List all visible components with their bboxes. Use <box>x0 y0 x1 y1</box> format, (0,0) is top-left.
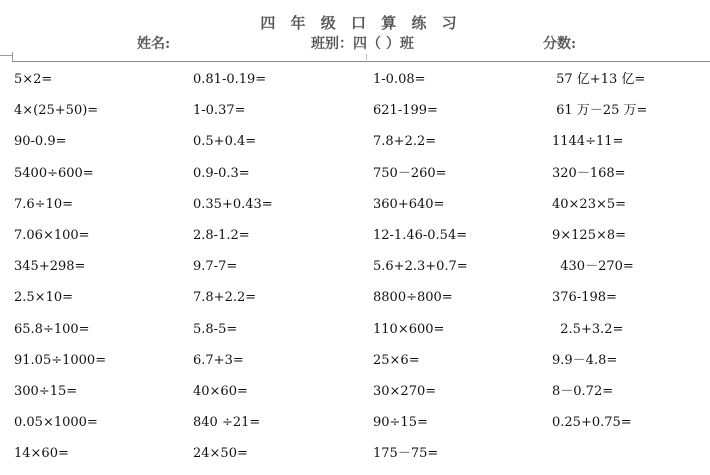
exercise-item: 0.05×1000= <box>14 415 98 431</box>
exercise-item: 5.6+2.3+0.7= <box>373 259 468 275</box>
exercise-item: 5×2= <box>14 72 53 87</box>
exercise-item: 376-198= <box>552 290 617 306</box>
exercise-item: 345+298= <box>14 259 86 275</box>
exercise-item: 40×23×5= <box>552 196 627 212</box>
exercise-item: 40×60= <box>193 384 248 399</box>
exercise-item: 90÷15= <box>373 415 428 431</box>
exercise-item: 2.5×10= <box>14 290 74 306</box>
exercise-item: 8－0.72= <box>552 384 614 399</box>
exercise-item: 360+640= <box>373 196 445 212</box>
exercise-item: 6.7+3= <box>193 352 244 368</box>
exercise-item: 57 亿+13 亿= <box>552 72 646 87</box>
exercise-item: 1-0.08= <box>373 72 426 87</box>
exercise-item: 4×(25+50)= <box>14 103 99 119</box>
exercise-item: 65.8÷100= <box>14 321 90 337</box>
exercise-item: 9.9－4.8= <box>552 352 618 368</box>
exercise-item: 8800÷800= <box>373 290 453 306</box>
exercise-item: 621-199= <box>373 103 438 119</box>
exercise-item: 2.8-1.2= <box>193 228 250 243</box>
crop-mark-center <box>366 54 367 60</box>
exercise-item: 840 ÷21= <box>193 415 261 431</box>
header-rule <box>12 61 710 62</box>
exercise-item: 5400÷600= <box>14 165 94 181</box>
exercise-item: 110×600= <box>373 321 445 337</box>
exercise-item: 1144÷11= <box>552 134 624 150</box>
exercise-item: 1-0.37= <box>193 103 246 119</box>
exercise-item: 7.06×100= <box>14 228 90 243</box>
name-label: 姓名: <box>137 36 171 52</box>
exercise-item: 0.5+0.4= <box>193 134 257 150</box>
exercise-item: 5.8-5= <box>193 321 238 337</box>
exercise-item: 430－270= <box>552 259 634 275</box>
crop-mark-horizontal <box>0 55 12 56</box>
exercise-item: 750－260= <box>373 165 447 181</box>
exercise-item: 7.6÷10= <box>14 196 74 212</box>
exercise-item: 90-0.9= <box>14 134 67 150</box>
exercise-item: 175－75= <box>373 446 439 462</box>
class-label: 班别：四（ ）班 <box>311 36 414 52</box>
exercise-item: 0.81-0.19= <box>193 72 267 87</box>
exercise-item: 7.8+2.2= <box>193 290 257 306</box>
crop-mark-vertical <box>12 52 13 61</box>
exercise-item: 12-1.46-0.54= <box>373 228 468 243</box>
exercise-item: 24×50= <box>193 446 248 462</box>
worksheet-title: 四 年 级 口 算 练 习 <box>260 14 462 32</box>
exercise-item: 7.8+2.2= <box>373 134 437 150</box>
exercise-item: 0.9-0.3= <box>193 165 250 181</box>
exercise-item: 25×6= <box>373 352 420 368</box>
exercise-item: 61 万－25 万= <box>552 103 648 119</box>
score-label: 分数: <box>543 36 577 52</box>
exercise-item: 91.05÷1000= <box>14 352 107 368</box>
exercise-item: 14×60= <box>14 446 69 462</box>
exercise-item: 30×270= <box>373 384 437 399</box>
exercise-item: 0.35+0.43= <box>193 196 273 212</box>
exercise-item: 2.5+3.2= <box>552 321 624 337</box>
exercise-item: 9×125×8= <box>552 228 627 243</box>
exercise-item: 300÷15= <box>14 384 78 399</box>
exercise-item: 320－168= <box>552 165 626 181</box>
exercise-item: 9.7-7= <box>193 259 238 275</box>
exercise-item: 0.25+0.75= <box>552 415 632 431</box>
